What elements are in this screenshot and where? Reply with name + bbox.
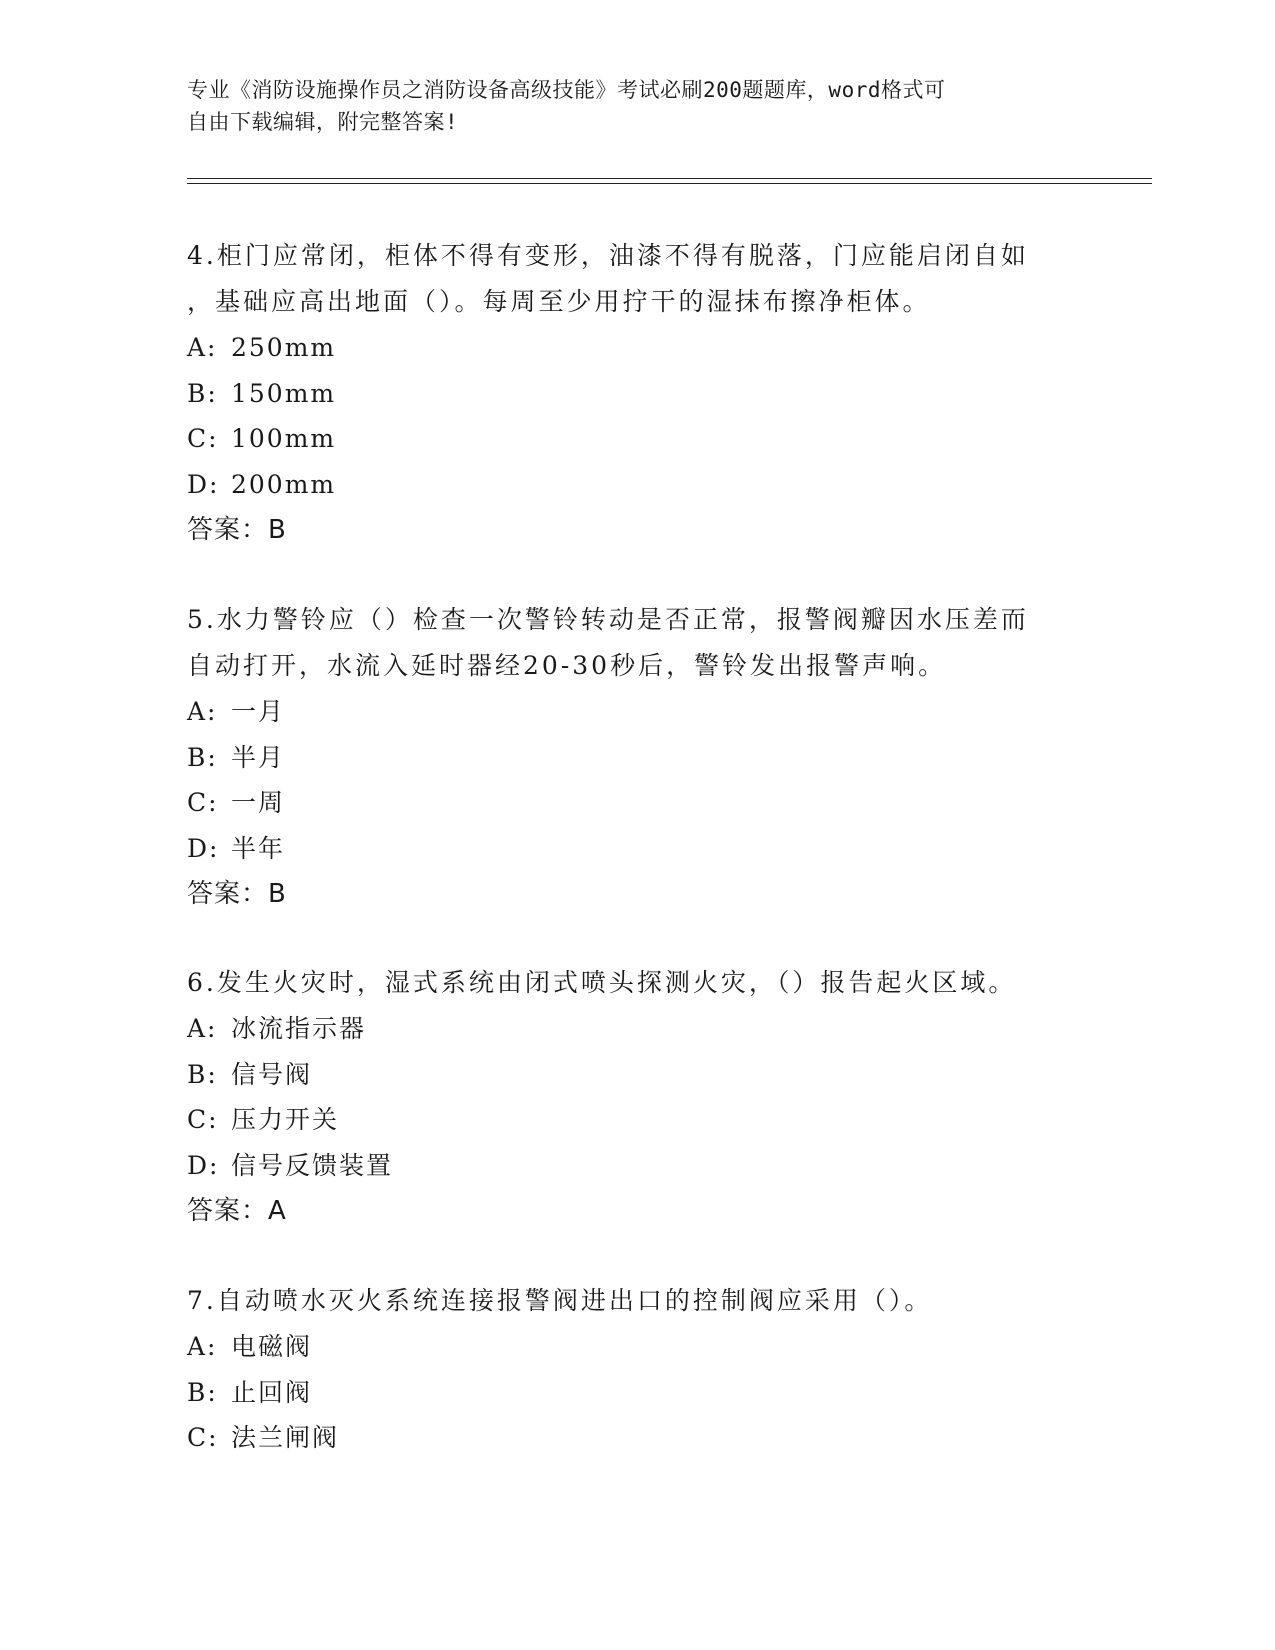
option-text: 半年	[231, 833, 286, 863]
option-d	[187, 1143, 1087, 1189]
option-key: B:	[187, 1059, 218, 1089]
answer-line: 答案：B	[187, 515, 287, 545]
option-c	[187, 416, 1087, 462]
option-key: A:	[187, 697, 218, 726]
question-6	[187, 960, 1087, 1234]
answer-line: 答案：A	[187, 1196, 287, 1226]
option-d	[187, 826, 1087, 872]
option-key: C:	[187, 1423, 219, 1452]
question-4	[187, 233, 1087, 553]
option-text: 电磁阀	[231, 1332, 313, 1361]
option-key: D:	[187, 833, 220, 863]
option-text: 压力开关	[231, 1105, 340, 1134]
question-stem-line: ，基础应高出地面（）。每周至少用拧干的湿抹布擦净柜体。	[187, 287, 931, 316]
option-a	[187, 1006, 1087, 1052]
option-c	[187, 1415, 1087, 1461]
question-stem-line: 自动打开，水流入延时器经20-30秒后，警铃发出报警声响。	[187, 651, 947, 680]
question-stem-line: 5.水力警铃应（）检查一次警铃转动是否正常，报警阀瓣因水压差而	[187, 605, 1029, 634]
question-stem-line: 6.发生火灾时，湿式系统由闭式喷头探测火灾，（）报告起火区域。	[187, 968, 1017, 997]
question-7	[187, 1278, 1087, 1461]
option-a	[187, 689, 1087, 735]
option-key: D:	[187, 1150, 220, 1180]
option-text: 一月	[231, 697, 286, 726]
document-header	[187, 74, 1087, 138]
option-d	[187, 462, 1087, 508]
header-line-1: 专业《消防设施操作员之消防设备高级技能》考试必刷200题题库，word格式可	[187, 78, 946, 102]
header-divider-bottom	[187, 183, 1152, 184]
header-divider-top	[187, 178, 1152, 179]
option-a	[187, 1324, 1087, 1370]
option-key: A:	[187, 1332, 218, 1361]
question-stem-line: 7.自动喷水灭火系统连接报警阀进出口的控制阀应采用（）。	[187, 1286, 933, 1315]
option-c	[187, 780, 1087, 826]
answer-line: 答案：B	[187, 879, 287, 909]
option-key: B:	[187, 742, 218, 772]
question-5	[187, 597, 1087, 917]
option-text: 250mm	[231, 333, 337, 362]
option-text: 一周	[231, 788, 286, 817]
option-a	[187, 325, 1087, 371]
option-key: B:	[187, 378, 218, 408]
option-key: A:	[187, 333, 218, 362]
option-b	[187, 1052, 1087, 1098]
option-text: 止回阀	[231, 1377, 313, 1407]
option-text: 信号阀	[231, 1059, 313, 1089]
option-text: 200mm	[231, 469, 337, 499]
option-key: A:	[187, 1014, 218, 1043]
option-key: C:	[187, 788, 219, 817]
option-text: 信号反馈装置	[231, 1150, 394, 1180]
question-stem-line: 4.柜门应常闭，柜体不得有变形，油漆不得有脱落，门应能启闭自如	[187, 241, 1029, 270]
option-text: 150mm	[231, 378, 337, 408]
option-key: D:	[187, 469, 220, 499]
option-text: 冰流指示器	[231, 1014, 367, 1043]
option-key: C:	[187, 424, 219, 453]
option-text: 法兰闸阀	[231, 1423, 340, 1452]
option-text: 半月	[231, 742, 286, 772]
option-c	[187, 1097, 1087, 1143]
header-line-2: 自由下载编辑，附完整答案!	[187, 110, 459, 134]
option-b	[187, 735, 1087, 781]
option-b	[187, 371, 1087, 417]
option-key: C:	[187, 1105, 219, 1134]
option-key: B:	[187, 1377, 218, 1407]
option-b	[187, 1370, 1087, 1416]
option-text: 100mm	[231, 424, 337, 453]
